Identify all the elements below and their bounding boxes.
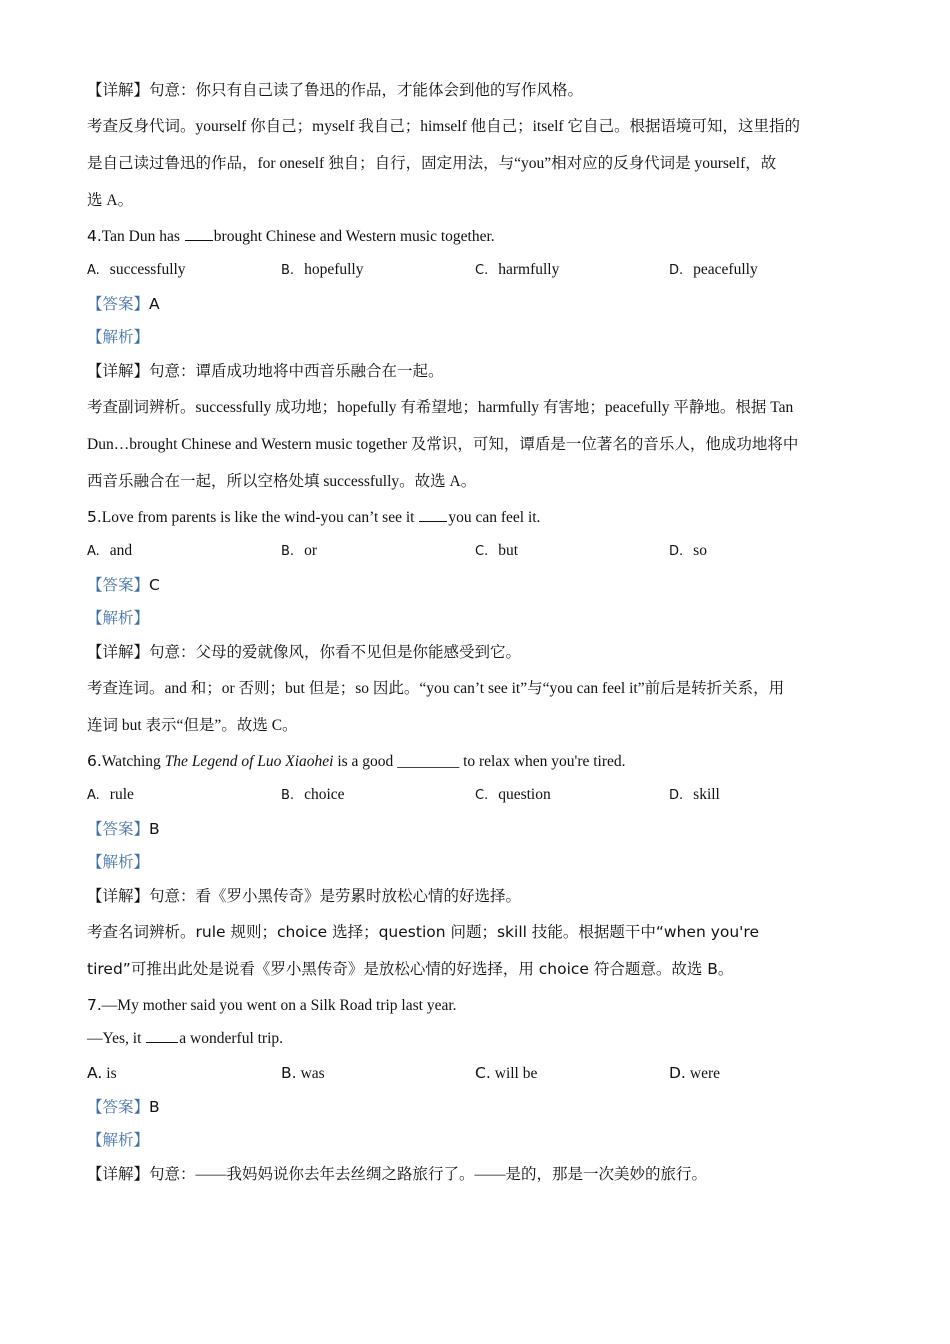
q6-explanation-line-2: tired”可推出此处是说看《罗小黑传奇》是放松心情的好选择，用 choice 符合题意。故选 B。 [87, 960, 734, 978]
q4-analysis-label: 【解析】 [87, 329, 150, 346]
q5-option-c: C. but [475, 542, 519, 559]
q5-explanation-line-2: 连词 but 表示“但是”。故选 C。 [87, 717, 298, 734]
q6-title: The Legend of Luo Xiaohei [164, 753, 334, 770]
q5-blank [419, 511, 447, 522]
q4-options [87, 253, 867, 287]
q4-option-d: D. peacefully [669, 261, 758, 278]
q5-answer [87, 568, 867, 602]
q4-option-c: C. harmfully [475, 261, 560, 278]
q3-explanation-line-1: 考查反身代词。yourself 你自己；myself 我自己；himself 他自己；itself 它自己。根据语境可知，这里指的 [87, 118, 800, 135]
q7-option-c: C. will be [475, 1064, 538, 1082]
q4-text-before: Tan Dun has [101, 228, 184, 245]
q7-answer [87, 1090, 867, 1124]
q3-detail: 【详解】句意：你只有自己读了鲁迅的作品，才能体会到他的写作风格。 [87, 82, 584, 99]
q7-option-a: A. is [87, 1064, 117, 1082]
answer-label: 【答案】 [87, 821, 150, 838]
q6-explanation-line-1: 考查名词辨析。rule 规则；choice 选择；question 问题；skill 技能。根据题干中“when you're [87, 923, 760, 941]
q4-blank [185, 230, 213, 241]
q6-text-middle: is a good [333, 753, 398, 770]
q6-options [87, 778, 867, 812]
q5-options [87, 534, 867, 568]
q6-number: 6. [87, 752, 102, 770]
q6-option-a: A. rule [87, 786, 134, 803]
answer-label: 【答案】 [87, 1099, 150, 1116]
q6-option-b: B. choice [281, 786, 345, 803]
q6-option-d: D. skill [669, 786, 720, 803]
q5-number: 5. [87, 508, 102, 526]
q7-blank [146, 1032, 178, 1043]
q5-analysis-label: 【解析】 [87, 610, 150, 627]
q7-number: 7. [87, 996, 102, 1014]
q7-text-line-1: —My mother said you went on a Silk Road trip last year. [101, 997, 457, 1014]
q7-text-before: —Yes, it [87, 1030, 146, 1047]
q6-text-before: Watching [101, 753, 165, 770]
q7-answer-value: B [149, 1098, 160, 1116]
q4-text-after: brought Chinese and Western music together. [213, 228, 495, 245]
q5-text-after: you can feel it. [448, 509, 541, 526]
document-page [87, 74, 867, 1192]
q4-stem [87, 219, 867, 253]
q6-analysis-label: 【解析】 [87, 854, 150, 871]
q7-option-d: D. were [669, 1064, 720, 1082]
q3-explanation-line-2: 是自己读过鲁迅的作品，for oneself 独自；自行，固定用法，与“you”相对应的反身代词是 yourself，故 [87, 155, 777, 172]
q6-detail: 【详解】句意：看《罗小黑传奇》是劳累时放松心情的好选择。 [87, 888, 522, 905]
q4-option-a: A. successfully [87, 261, 186, 278]
q7-analysis-label: 【解析】 [87, 1132, 150, 1149]
q4-number: 4. [87, 227, 102, 245]
q5-option-a: A. and [87, 542, 133, 559]
q4-explanation-line-3: 西音乐融合在一起，所以空格处填 successfully。故选 A。 [87, 473, 477, 490]
q4-explanation-line-2: Dun…brought Chinese and Western music together 及常识，可知，谭盾是一位著名的音乐人，他成功地将中 [87, 436, 799, 453]
q6-blank: ________ [397, 753, 460, 770]
q5-option-b: B. or [281, 542, 317, 559]
q4-answer [87, 287, 867, 321]
answer-label: 【答案】 [87, 577, 150, 594]
q4-answer-value: A [149, 295, 160, 313]
q5-option-d: D. so [669, 542, 707, 559]
q5-stem [87, 500, 867, 534]
q7-option-b: B. was [281, 1064, 325, 1082]
q5-detail: 【详解】句意：父母的爱就像风，你看不见但是你能感受到它。 [87, 644, 522, 661]
q7-text-after: a wonderful trip. [179, 1030, 284, 1047]
answer-label: 【答案】 [87, 296, 150, 313]
q7-options [87, 1056, 867, 1090]
q7-stem-line-2 [87, 1022, 867, 1056]
q6-answer-value: B [149, 820, 160, 838]
q4-option-b: B. hopefully [281, 261, 364, 278]
q3-explanation-line-3: 选 A。 [87, 192, 134, 209]
q6-text-after: to relax when you're tired. [459, 753, 626, 770]
q6-stem [87, 744, 867, 778]
q7-stem-line-1 [87, 988, 867, 1022]
q5-answer-value: C [149, 576, 160, 594]
q7-detail: 【详解】句意：——我妈妈说你去年去丝绸之路旅行了。——是的，那是一次美妙的旅行。 [87, 1166, 708, 1183]
q5-explanation-line-1: 考查连词。and 和；or 否则；but 但是；so 因此。“you can’t see it”与“you can feel it”前后是转折关系，用 [87, 680, 785, 697]
q4-detail: 【详解】句意：谭盾成功地将中西音乐融合在一起。 [87, 363, 444, 380]
q6-answer [87, 812, 867, 846]
q5-text-before: Love from parents is like the wind-you can’t see it [101, 509, 419, 526]
q4-explanation-line-1: 考查副词辨析。successfully 成功地；hopefully 有希望地；harmfully 有害地；peacefully 平静地。根据 Tan [87, 399, 794, 416]
q6-option-c: C. question [475, 786, 551, 803]
